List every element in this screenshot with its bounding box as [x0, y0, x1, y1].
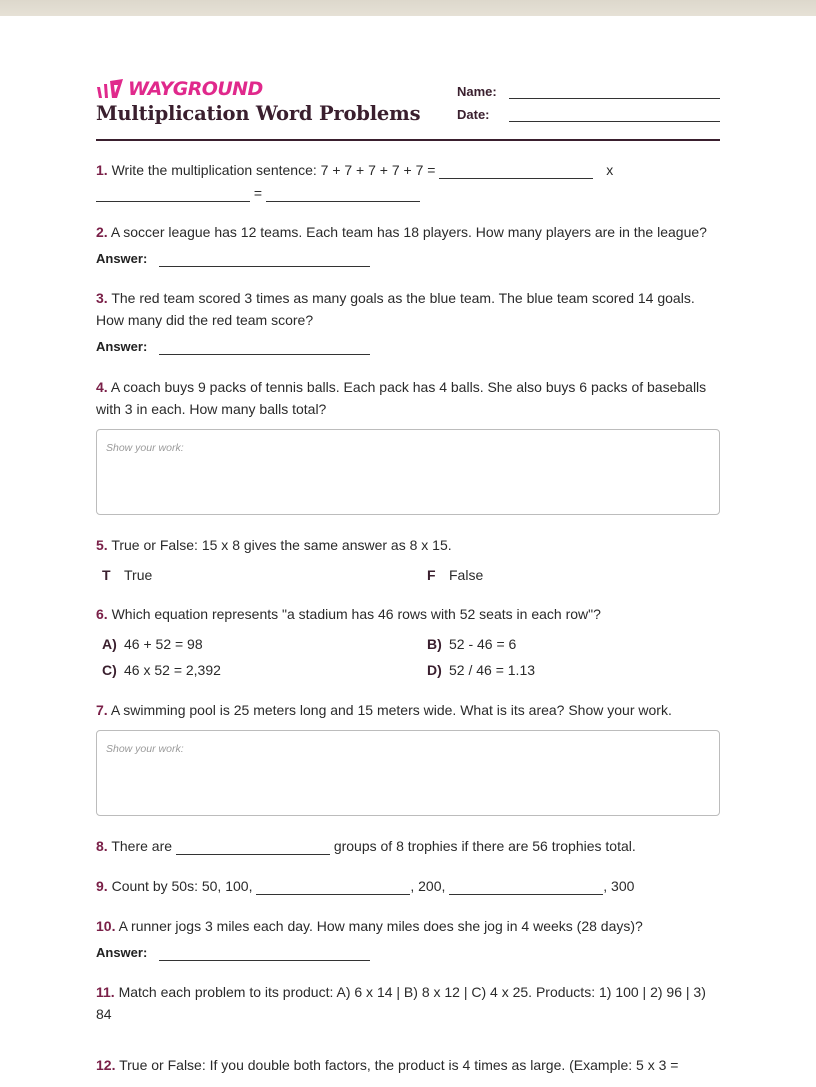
question-text: , 200,: [410, 878, 446, 894]
work-box[interactable]: [96, 429, 720, 515]
work-box[interactable]: [96, 730, 720, 816]
brand-logo: [96, 78, 263, 100]
option-a[interactable]: [96, 631, 421, 657]
times-symbol: x: [606, 162, 614, 178]
question-text: The red team scored 3 times as many goals as the blue team. The blue team scored 14 goals. How many did the red team score?: [96, 290, 695, 328]
question-number: 1.: [96, 162, 108, 178]
question-3: [96, 287, 720, 358]
equals-symbol: =: [253, 185, 263, 201]
question-number: 5.: [96, 537, 108, 553]
question-number: 9.: [96, 878, 108, 894]
question-number: 11.: [96, 984, 115, 1000]
option-text: 52 - 46 = 6: [449, 636, 517, 652]
answer-blank[interactable]: [449, 878, 603, 895]
work-label: Show your work:: [106, 442, 184, 454]
worksheet-title: Multiplication Word Problems: [96, 102, 421, 125]
question-text: Which equation represents "a stadium has 46 rows with 52 seats in each row"?: [111, 606, 601, 622]
brand-name: WAYGROUND: [128, 78, 263, 100]
option-text: False: [449, 567, 484, 583]
answer-line[interactable]: [159, 340, 370, 355]
question-number: 6.: [96, 606, 108, 622]
answer-line[interactable]: [159, 252, 370, 267]
question-number: 7.: [96, 702, 108, 718]
option-text: 46 x 52 = 2,392: [124, 662, 221, 678]
question-text: A swimming pool is 25 meters long and 15 meters wide. What is its area? Show your work.: [110, 702, 672, 718]
option-text: True: [124, 567, 153, 583]
name-line[interactable]: [509, 83, 720, 99]
option-text: 52 / 46 = 1.13: [449, 662, 536, 678]
question-4: [96, 376, 720, 515]
question-text: A soccer league has 12 teams. Each team has 18 players. How many players are in the league?: [110, 224, 707, 240]
answer-blank[interactable]: [176, 838, 330, 855]
options: [96, 562, 720, 588]
question-text: , 300: [603, 878, 635, 894]
answer-blank[interactable]: [96, 185, 250, 202]
question-12: [96, 1043, 720, 1073]
question-number: 2.: [96, 224, 108, 240]
question-number: 10.: [96, 918, 116, 934]
question-text: A runner jogs 3 miles each day. How many miles does she jog in 4 weeks (28 days)?: [118, 918, 643, 934]
option-letter: B): [427, 636, 442, 652]
question-text: A coach buys 9 packs of tennis balls. Each pack has 4 balls. She also buys 6 packs of baseballs with 3 in each. How many balls total?: [96, 379, 707, 417]
worksheet-page: [96, 16, 720, 1073]
option-letter: F: [427, 567, 436, 583]
options: [96, 631, 720, 683]
work-label: Show your work:: [106, 743, 184, 755]
question-number: 12.: [96, 1057, 116, 1073]
question-7: [96, 699, 720, 816]
question-number: 3.: [96, 290, 108, 306]
answer-row: [96, 248, 720, 270]
question-text: groups of 8 trophies if there are 56 trophies total.: [333, 838, 636, 854]
answer-label: Answer:: [96, 945, 148, 960]
student-fields: [457, 76, 720, 122]
option-letter: D): [427, 662, 442, 678]
question-number: 4.: [96, 379, 108, 395]
option-letter: A): [102, 636, 117, 652]
option-b[interactable]: [421, 631, 720, 657]
question-text: Count by 50s: 50, 100,: [111, 878, 253, 894]
question-text: Write the multiplication sentence: 7 + 7 + 7 + 7 + 7 =: [111, 162, 436, 178]
worksheet-header: [96, 16, 720, 141]
question-text: True or False: If you double both factors, the product is 4 times as large. (Example: 5 x 3 =: [119, 1057, 679, 1073]
question-8: [96, 835, 720, 857]
option-c[interactable]: [96, 657, 421, 683]
answer-line[interactable]: [159, 946, 370, 961]
question-6: [96, 603, 720, 683]
answer-row: [96, 336, 720, 358]
question-text: True or False: 15 x 8 gives the same answer as 8 x 15.: [111, 537, 452, 553]
option-true[interactable]: [96, 562, 421, 588]
date-field-row: [457, 99, 720, 122]
date-line[interactable]: [509, 106, 720, 122]
option-text: 46 + 52 = 98: [124, 636, 203, 652]
question-2: [96, 221, 720, 270]
name-label: Name:: [457, 84, 497, 99]
page-top-edge: [0, 0, 816, 16]
wayground-logo-icon: [96, 79, 124, 99]
answer-blank[interactable]: [439, 162, 593, 179]
question-text: There are: [111, 838, 173, 854]
question-11: [96, 981, 720, 1025]
question-text: Match each problem to its product: A) 6 x 14 | B) 8 x 12 | C) 4 x 25. Products: 1) 100 | 2) 96 | 3) 84: [96, 984, 706, 1022]
date-label: Date:: [457, 107, 490, 122]
answer-label: Answer:: [96, 251, 148, 266]
option-false[interactable]: [421, 562, 720, 588]
answer-label: Answer:: [96, 339, 148, 354]
option-letter: T: [102, 567, 111, 583]
question-9: [96, 875, 720, 897]
question-number: 8.: [96, 838, 108, 854]
option-letter: C): [102, 662, 117, 678]
name-field-row: [457, 76, 720, 99]
option-d[interactable]: [421, 657, 720, 683]
answer-blank[interactable]: [256, 878, 410, 895]
question-5: [96, 534, 720, 588]
answer-row: [96, 942, 720, 964]
question-1: [96, 159, 720, 205]
answer-blank[interactable]: [266, 185, 420, 202]
question-10: [96, 915, 720, 964]
